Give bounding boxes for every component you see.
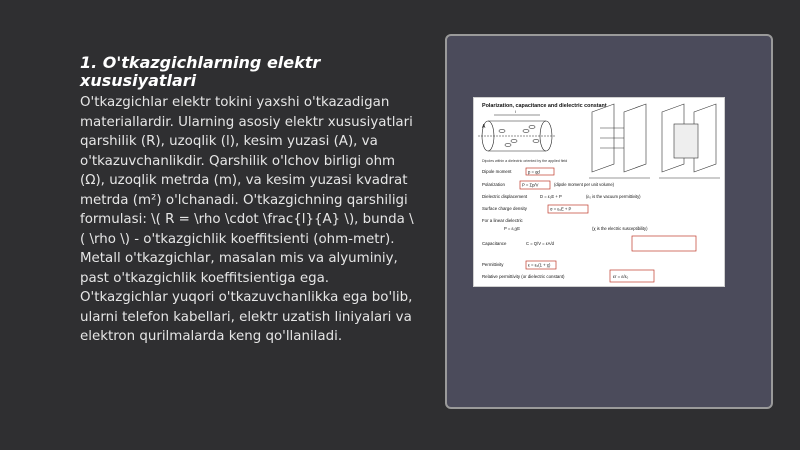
- capacitor-diagram-left: [589, 104, 650, 178]
- svg-text:p = qd: p = qd: [528, 169, 540, 175]
- svg-text:σ = ε₀E + P: σ = ε₀E + P: [550, 206, 572, 212]
- formula-row: [482, 261, 556, 269]
- svg-text:For a linear dielectric: For a linear dielectric: [482, 218, 523, 223]
- svg-text:C = Q/V = εA/d: C = Q/V = εA/d: [526, 241, 554, 246]
- svg-text:P = ε₀χE: P = ε₀χE: [504, 226, 521, 231]
- formula-row: [482, 168, 554, 175]
- svg-text:(χ is the electric susceptibil: (χ is the electric susceptibility): [592, 226, 648, 231]
- cylinder-diagram: [478, 109, 556, 151]
- formula-row: [482, 194, 641, 199]
- svg-text:Permittivity: Permittivity: [482, 262, 504, 267]
- cylinder-area-label: A: [482, 124, 486, 130]
- formula-row: [482, 270, 654, 282]
- capacitor-diagram-right: [659, 104, 720, 178]
- figure-svg: [474, 98, 724, 286]
- slide-body-text: O'tkazgichlar elektr tokini yaxshi o'tkazadigan materiallardir. Ularning asosiy elektr xususiyatlari qarshilik (R), uzoqlik (l), kesim yuzasi (A), va o'tkazuvchanlikdir. Qarshilik o'lchov birligi ohm (Ω), uzoqlik metrda (m), va kesim yuzasi kvadrat metrda (m²) o'lchanadi. O'tkazgichning qarshiligi formulasi: \( R = \rho \cdot \frac{l}{A} \), bunda \( \rho \) - o'tkazgichlik koeffitsienti (ohm-metr). Metall o'tkazgichlar, masalan mis va alyuminiy, past o'tkazgichlik koeffitsientiga ega. O'tkazgichlar yuqori o'tkazuvchanlikka ega bo'lib, ularni telefon kabellari, elektr uzatish liniyalari va elektron qurilmalarda keng qo'llaniladi.: [80, 95, 414, 344]
- svg-text:Relative permittivity (or diel: Relative permittivity (or dielectric constant): [482, 274, 565, 279]
- svg-text:P = Σp/V: P = Σp/V: [522, 182, 539, 188]
- formula-row: [482, 236, 696, 251]
- svg-text:D = ε₀E + P: D = ε₀E + P: [540, 194, 562, 199]
- cylinder-length-label: l: [515, 109, 516, 114]
- formula-row: [482, 218, 648, 231]
- svg-text:Polarization: Polarization: [482, 182, 505, 187]
- svg-text:Dielectric displacement: Dielectric displacement: [482, 194, 528, 199]
- svg-text:(ε₀ is the vacuum permittivity: (ε₀ is the vacuum permittivity): [586, 194, 641, 199]
- svg-text:εr = ε/ε₀: εr = ε/ε₀: [613, 274, 629, 279]
- formula-rows: [482, 168, 696, 282]
- svg-text:Capacitance: Capacitance: [482, 241, 507, 246]
- slide-title: 1. O'tkazgichlarning elektr xususiyatlari: [80, 53, 321, 90]
- figure-caption: Dipoles within a dielectric oriented by the applied field: [482, 159, 568, 163]
- svg-text:ε = ε₀(1 + χ): ε = ε₀(1 + χ): [528, 262, 551, 268]
- svg-text:(dipole moment per unit volume: (dipole moment per unit volume): [554, 182, 615, 187]
- svg-text:Surface charge density: Surface charge density: [482, 206, 527, 211]
- physics-figure: [474, 98, 724, 286]
- formula-row: [482, 181, 615, 189]
- figure-heading: Polarization, capacitance and dielectric constant: [482, 103, 607, 109]
- svg-text:Dipole moment: Dipole moment: [482, 169, 512, 174]
- formula-row: [482, 205, 588, 213]
